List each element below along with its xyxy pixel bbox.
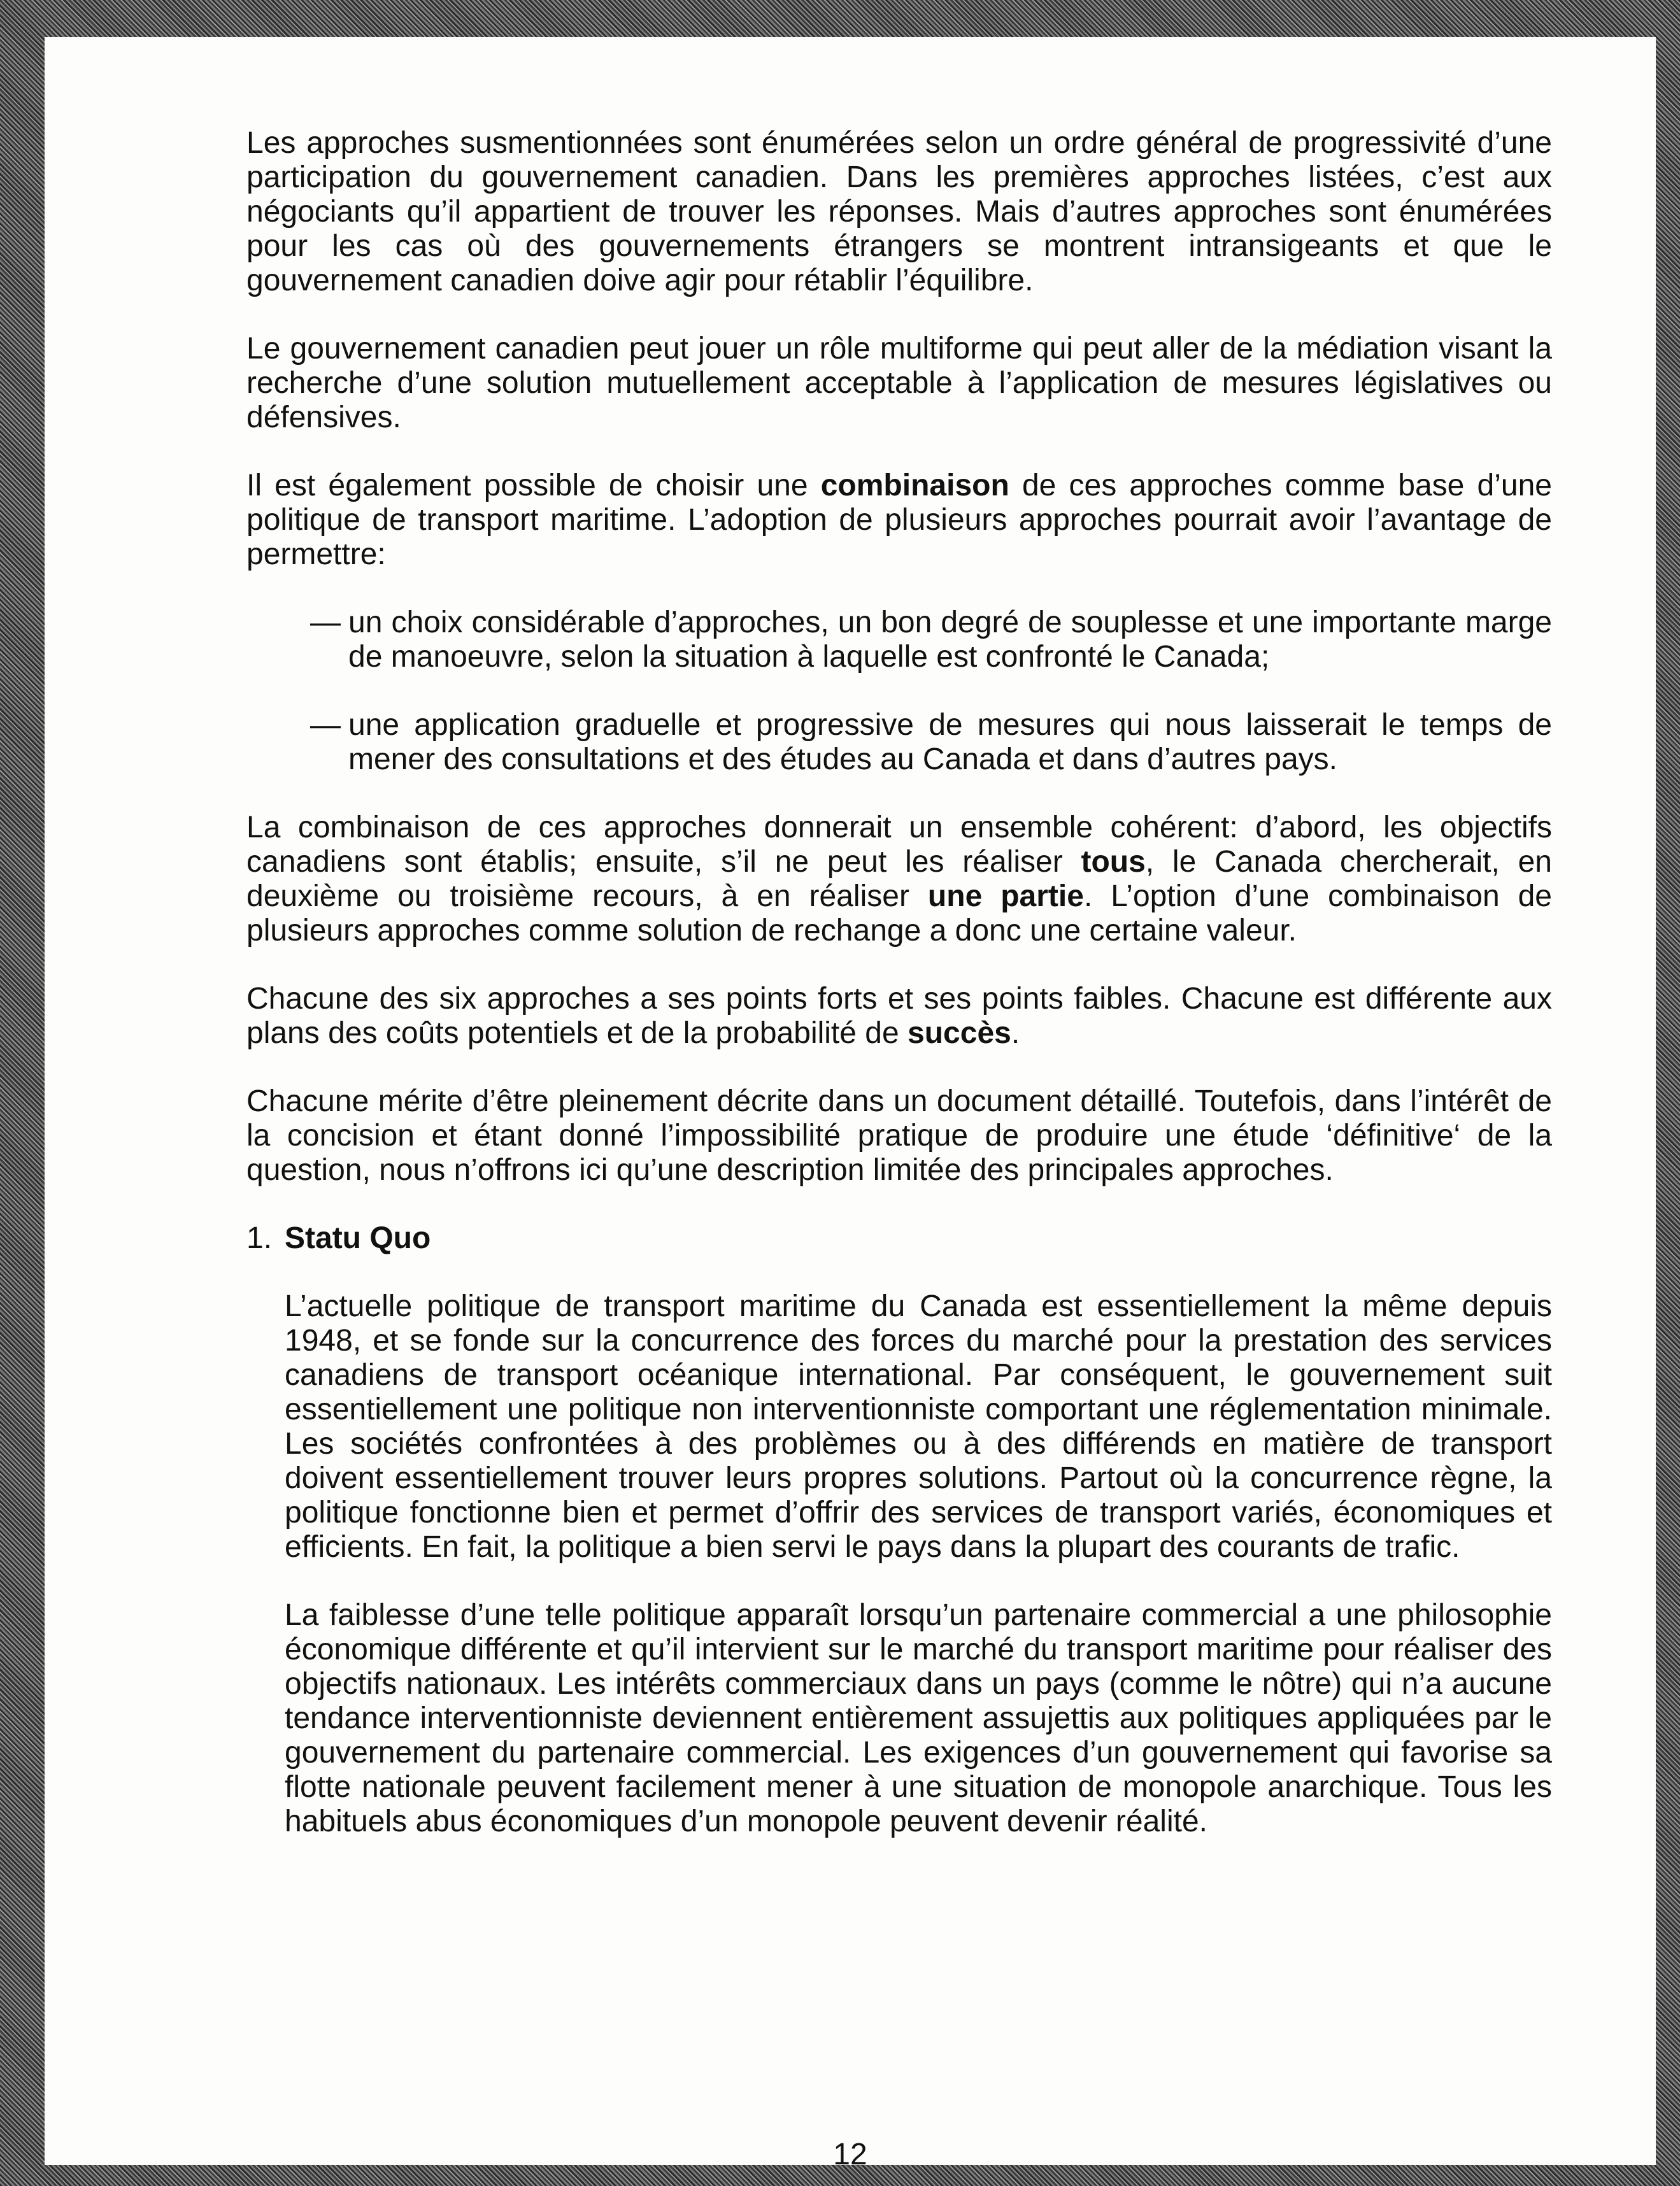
list-item <box>246 708 1552 777</box>
section-heading <box>246 1221 1552 1256</box>
section-number: 1. <box>246 1221 273 1255</box>
list-item-text: une application graduelle et progressive de mesures qui nous laisserait le temps de mener des consultations et des études au Canada et dans d’autres pays. <box>348 708 1552 776</box>
paragraph-six-text-1: Chacune des six approches a ses points forts et ses points faibles. Chacune est différente aux plans des coûts potentiels et de la probabilité de <box>246 982 1552 1050</box>
document-sheet <box>45 37 1656 2171</box>
paragraph-coherent-text-1: La combinaison de ces approches donnerait un ensemble cohérent: d’abord, les objectifs canadiens sont établis; ensuite, s’il ne peut les réaliser <box>246 811 1552 879</box>
page-number: 12 <box>833 2138 867 2171</box>
section-title: Statu Quo <box>285 1221 431 1255</box>
bold-succes: succès <box>908 1016 1011 1050</box>
document-body <box>246 126 1552 1873</box>
paragraph-combination <box>246 469 1552 572</box>
paragraph-government-role: Le gouvernement canadien peut jouer un rôle multiforme qui peut aller de la médiation visant la recherche d’une solution mutuellement acceptable à l’application de mesures législatives ou défensives. <box>246 332 1552 434</box>
bold-combinaison: combinaison <box>820 469 1009 502</box>
bold-une-partie: une partie <box>927 879 1084 913</box>
bold-tous: tous <box>1081 845 1146 879</box>
list-item-text: un choix considérable d’approches, un bon degré de souplesse et une importante marge de manoeuvre, selon la situation à laquelle est confronté le Canada; <box>348 606 1552 674</box>
list-dash: — <box>310 708 341 742</box>
paragraph-current-policy: L’actuelle politique de transport maritime du Canada est essentiellement la même depuis 1948, et se fonde sur la concurrence des forces du marché pour la prestation des services canadiens de transport océanique international. Par conséquent, le gouvernement suit essentiellement une politique non interventionniste comportant une réglementation minimale. Les sociétés confrontées à des problèmes ou à des différends en matière de transport doivent essentiellement trouver leurs propres solutions. Partout où la concurrence règne, la politique fonctionne bien et permet d’offrir des services de transport variés, économiques et efficients. En fait, la politique a bien servi le pays dans la plupart des courants de trafic. <box>285 1289 1552 1564</box>
paragraph-six-approaches <box>246 982 1552 1051</box>
list-item <box>246 606 1552 674</box>
paragraph-concision: Chacune mérite d’être pleinement décrite dans un document détaillé. Toutefois, dans l’intérêt de la concision et étant donné l’impossibilité pratique de produire une étude ‘définitive‘ de la question, nous n’offrons ici qu’une description limitée des principales approches. <box>246 1084 1552 1187</box>
paragraph-combination-text-2: de ces approches comme base d’une politique de transport maritime. L’adoption de plusieurs approches pourrait avoir l’avantage de permettre: <box>246 469 1552 571</box>
paragraph-combination-text-1: Il est également possible de choisir une <box>246 469 821 502</box>
paragraph-progressivity: Les approches susmentionnées sont énumérées selon un ordre général de progressivité d’une participation du gouvernement canadien. Dans les premières approches listées, c’est aux négociants qu’il appartient de trouver les réponses. Mais d’autres approches sont énumérées pour les cas où des gouvernements étrangers se montrent intransigeants et que le gouvernement canadien doive agir pour rétablir l’équilibre. <box>246 126 1552 297</box>
paragraph-six-text-2: . <box>1011 1016 1020 1050</box>
section-body <box>246 1289 1552 1839</box>
advantages-list <box>246 606 1552 777</box>
paragraph-coherent-text-2: , le Canada chercherait, en deuxième ou troisième recours, à en réaliser <box>246 845 1552 913</box>
paragraph-policy-weakness: La faiblesse d’une telle politique apparaît lorsqu’un partenaire commercial a une philosophie économique différente et qu’il intervient sur le marché du transport maritime pour réaliser des objectifs nationaux. Les intérêts commerciaux dans un pays (comme le nôtre) qui n’a aucune tendance interventionniste deviennent entièrement assujettis aux politiques appliquées par le gouvernement du partenaire commercial. Les exigences d’un gouvernement qui favorise sa flotte nationale peuvent facilement mener à une situation de monopole anarchique. Tous les habituels abus économiques d’un monopole peuvent devenir réalité. <box>285 1598 1552 1838</box>
paragraph-coherent-set <box>246 811 1552 948</box>
paragraph-coherent-text-3: . L’option d’une combinaison de plusieurs approches comme solution de rechange a donc une certaine valeur. <box>246 879 1552 948</box>
list-dash: — <box>310 606 341 639</box>
